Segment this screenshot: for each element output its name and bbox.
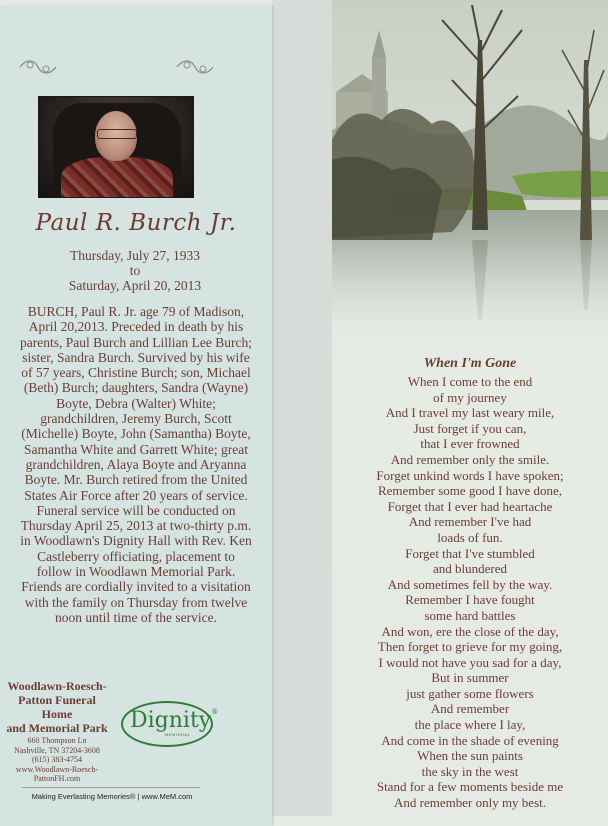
obituary-line: (Beth) Burch; daughters, Sandra (Wayne) bbox=[23, 380, 249, 396]
dates-to: to bbox=[129, 263, 141, 278]
poem-line: And remember bbox=[430, 701, 510, 717]
obituary-line: Funeral service will be conducted on bbox=[36, 502, 236, 518]
poem-line: Then forget to grieve for my going, bbox=[377, 639, 563, 655]
poem-line: Forget that I've stumbled bbox=[405, 545, 535, 561]
obituary-line: Thursday April 25, 2013 at two-thirty p.m. bbox=[20, 518, 252, 534]
obituary-line: Castleberry officiating, placement to bbox=[37, 548, 235, 564]
obituary-line: Boyte. Mr. Burch retired from the United bbox=[24, 472, 248, 488]
deceased-name: Paul R. Burch Jr. bbox=[35, 210, 237, 236]
poem-line: loads of fun. bbox=[437, 529, 503, 545]
poem-line: And remember only the smile. bbox=[390, 451, 550, 467]
poem-line: the sky in the west bbox=[421, 763, 519, 779]
obituary-line: noon until time of the service. bbox=[55, 609, 217, 625]
poem-line: And come in the shade of evening bbox=[381, 732, 559, 748]
poem-line: I would not have you sad for a day, bbox=[378, 654, 562, 670]
poem-line: the place where I lay, bbox=[414, 717, 526, 733]
poem-line: Stand for a few moments beside me bbox=[376, 779, 564, 795]
obituary-line: follow in Woodlawn Memorial Park. bbox=[36, 564, 236, 580]
dignity-logo bbox=[121, 701, 219, 747]
obituary-line: parents, Paul Burch and Lillian Lee Burch; bbox=[19, 334, 253, 350]
obituary-line: Boyte, Debra (Walter) White; bbox=[56, 395, 216, 411]
poem-line: And I travel my last weary mile, bbox=[385, 405, 555, 421]
obituary-line: with the family on Thursday from twelve bbox=[24, 594, 248, 610]
obituary-text bbox=[4, 304, 268, 625]
poem-line: But in summer bbox=[431, 670, 509, 686]
poem-line: And remember I've had bbox=[408, 514, 532, 530]
poem-line: Just forget if you can, bbox=[413, 420, 527, 436]
poem-line: Remember some good I have done, bbox=[377, 483, 563, 499]
obituary-line: Samantha White and Garrett White; great bbox=[23, 441, 249, 457]
flourish-left-icon bbox=[18, 56, 58, 78]
poem-line: Remember I have fought bbox=[405, 592, 535, 608]
poem-line: And sometimes fell by the way. bbox=[387, 576, 553, 592]
flourish-right-icon bbox=[175, 56, 215, 78]
portrait-photo bbox=[38, 96, 194, 198]
obituary-line: Friends are cordially invited to a visitation bbox=[21, 579, 251, 595]
poem-title: When I'm Gone bbox=[423, 356, 517, 371]
landscape-image bbox=[332, 0, 608, 360]
poem-line: some hard battles bbox=[424, 607, 516, 623]
poem-line: that I ever frowned bbox=[420, 436, 520, 452]
obituary-line: (Michelle) Boyte, John (Samantha) Boyte, bbox=[21, 426, 251, 442]
poem-line: When the sun paints bbox=[417, 748, 523, 764]
poem-line: And won, ere the close of the day, bbox=[381, 623, 559, 639]
poem-line: And remember only my best. bbox=[394, 795, 546, 811]
poem-line: just gather some flowers bbox=[406, 685, 534, 701]
obituary-line: grandchildren, Jeremy Burch, Scott bbox=[40, 411, 232, 427]
death-date: Saturday, April 20, 2013 bbox=[68, 278, 202, 293]
logo-word: Dignity® bbox=[130, 708, 219, 733]
poem-line: When I come to the end bbox=[407, 374, 533, 389]
obituary-line: sister, Sandra Burch. Survived by his wife bbox=[22, 349, 250, 365]
logo-subtext: MEMORIAL bbox=[165, 732, 191, 737]
poem-line: Forget that I ever had heartache bbox=[387, 498, 553, 514]
poem bbox=[332, 356, 608, 811]
obituary-line: in Woodlawn's Dignity Hall with Rev. Ken bbox=[20, 533, 252, 549]
obituary-line: BURCH, Paul R. Jr. age 79 of Madison, bbox=[27, 304, 245, 319]
footer-divider bbox=[22, 787, 200, 788]
obituary-line: April 20,2013. Preceded in death by his bbox=[28, 319, 244, 335]
life-dates bbox=[0, 248, 270, 293]
obituary-line: States Air Force after 20 years of service. bbox=[24, 487, 248, 503]
birth-date: Thursday, July 27, 1933 bbox=[70, 248, 200, 263]
funeral-home-address: 660 Thompson Ln Nashville, TN 37204-3608 (615) 383-4754 www.Woodlawn-Roesch- PattonFH.com bbox=[14, 736, 100, 783]
funeral-home-name: Woodlawn-Roesch- Patton Funeral Home and Memorial Park bbox=[6, 679, 108, 735]
obituary-line: of 57 years, Christine Burch; son, Michael bbox=[21, 365, 251, 381]
memorial-card-left bbox=[0, 6, 272, 826]
poem-line: Forget unkind words I have spoken; bbox=[376, 467, 564, 483]
footer-tagline: Making Everlasting Memories® | www.MeM.com bbox=[31, 792, 193, 801]
scan-gap bbox=[272, 0, 332, 816]
funeral-home-info bbox=[2, 679, 112, 784]
poem-line: and blundered bbox=[432, 561, 507, 577]
poem-line: of my journey bbox=[433, 389, 507, 405]
memorial-card-right bbox=[332, 0, 608, 820]
obituary-line: grandchildren, Alaya Boyte and Aryanna bbox=[25, 456, 247, 472]
